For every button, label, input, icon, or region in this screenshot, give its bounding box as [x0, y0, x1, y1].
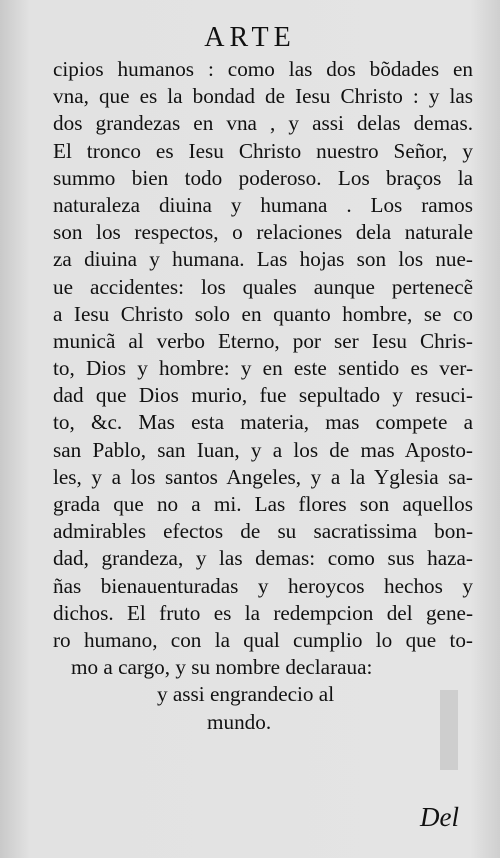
- page-body: [53, 56, 473, 736]
- text-line: ñas bienauenturadas y heroycos hechos y: [53, 573, 473, 598]
- text-line: cipios humanos : como las dos bõdades en: [53, 57, 473, 81]
- text-line: admirables efectos de su sacratissima bon-: [53, 519, 473, 544]
- text-line: grada que no a mi. Las flores son aquellos: [53, 492, 473, 516]
- text-line: El tronco es Iesu Christo nuestro Señor, y: [53, 138, 473, 163]
- text-line: dichos. El fruto es la redempcion del gene-: [53, 600, 473, 625]
- text-line: to, &c. Mas esta materia, mas compete a: [53, 410, 473, 435]
- text-line: dad, grandeza, y las demas: como sus haza-: [53, 546, 473, 571]
- text-line: za diuina y humana. Las hojas son los nue-: [53, 247, 473, 272]
- text-line: ro humano, con la qual cumplio lo que to-: [53, 627, 473, 652]
- text-line: mo a cargo, y su nombre declaraua:: [71, 655, 373, 680]
- text-line: dos grandezas en vna , y assi delas demas.: [53, 111, 473, 136]
- text-line: ue accidentes: los quales aunque pertenecẽ: [53, 274, 473, 299]
- text-line: naturaleza diuina y humana . Los ramos: [53, 192, 473, 217]
- text-line: a Iesu Christo solo en quanto hombre, se co: [53, 301, 473, 326]
- text-line: to, Dios y hombre: y en este sentido es ver-: [53, 356, 473, 381]
- text-line: dad que Dios murio, fue sepultado y resuci-: [53, 383, 473, 408]
- text-line: summo bien todo poderoso. Los braços la: [53, 165, 473, 190]
- text-line: vna, que es la bondad de Iesu Christo : y las: [53, 84, 473, 109]
- text-line: son los respectos, o relaciones dela naturale: [53, 220, 473, 245]
- text-line: y assi engrandecio al: [157, 682, 335, 707]
- text-line: municã al verbo Eterno, por ser Iesu Chris-: [53, 328, 473, 353]
- text-line: mundo.: [207, 709, 272, 734]
- text-line: les, y a los santos Angeles, y a la Yglesia sa-: [53, 464, 473, 489]
- catchword: Del: [420, 802, 459, 832]
- running-head: ARTE: [204, 22, 296, 53]
- text-line: san Pablo, san Iuan, y a los de mas Aposto-: [53, 437, 473, 462]
